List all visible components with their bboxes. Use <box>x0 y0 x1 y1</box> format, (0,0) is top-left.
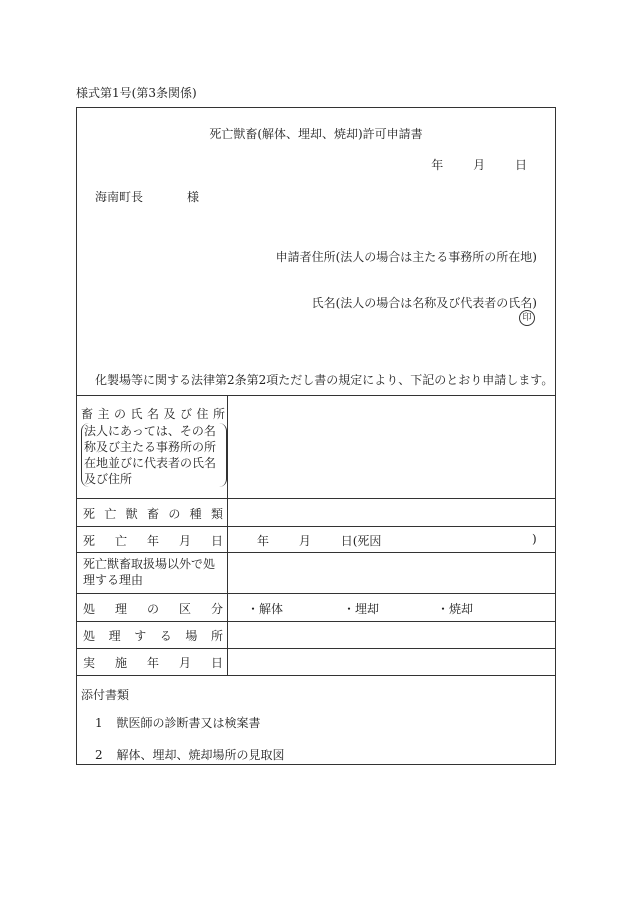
application-form <box>76 107 556 765</box>
death-year: 年 <box>257 534 270 548</box>
attachments-title: 添付書類 <box>81 688 130 702</box>
implementation-date-label: 実施年月日 <box>83 656 223 670</box>
date-day: 日 <box>514 158 527 172</box>
date-year: 年 <box>431 158 444 172</box>
category-label: 処理の区分 <box>83 602 223 616</box>
application-date <box>431 156 527 173</box>
date-month: 月 <box>473 158 486 172</box>
species-field[interactable] <box>228 499 556 526</box>
row-rule <box>77 526 555 527</box>
addressee-honorific: 様 <box>187 190 200 204</box>
row-rule <box>77 593 555 594</box>
applicant-address-label: 申請者住所(法人の場合は主たる事務所の所在地) <box>275 250 537 264</box>
seal-mark: 印 <box>519 310 535 326</box>
addressee-name: 海南町長 <box>95 190 144 204</box>
species-label: 死亡獣畜の種類 <box>83 507 223 521</box>
attachment-number: 1 <box>95 716 103 730</box>
row-rule <box>77 675 555 676</box>
place-field[interactable] <box>228 622 556 648</box>
death-day-cause: 日(死因 <box>340 534 382 548</box>
reason-field[interactable] <box>228 553 556 593</box>
owner-label: 畜主の氏名及び住所 <box>81 407 225 421</box>
application-statement: 化製場等に関する法律第2条第2項ただし書の規定により、下記のとおり申請します。 <box>95 373 554 387</box>
form-title: 死亡獣畜(解体、埋却、焼却)許可申請書 <box>209 127 423 141</box>
addressee <box>95 188 199 205</box>
applicant-name-label: 氏名(法人の場合は名称及び代表者の氏名) <box>311 296 537 310</box>
option-incineration[interactable]: ・焼却 <box>437 602 474 616</box>
attachment-item <box>95 746 284 763</box>
attachment-text: 解体、埋却、焼却場所の見取図 <box>116 748 285 762</box>
attachment-text: 獣医師の診断書又は検案書 <box>116 716 261 730</box>
death-date-value[interactable] <box>257 532 381 549</box>
attachment-number: 2 <box>95 748 103 762</box>
form-number-label: 様式第1号(第3条関係) <box>76 86 197 100</box>
owner-field[interactable] <box>228 396 556 498</box>
attachment-item <box>95 714 260 731</box>
owner-label-cell <box>81 406 225 487</box>
implementation-date-field[interactable] <box>228 649 556 675</box>
death-month: 月 <box>298 534 311 548</box>
reason-label: 死亡獣畜取扱場以外で処理する理由 <box>83 557 216 587</box>
place-label: 処理する場所 <box>83 629 223 643</box>
owner-note: 法人にあっては、その名称及び主たる事務所の所在地並びに代表者の氏名及び住所 <box>81 423 227 487</box>
option-dismantle[interactable]: ・解体 <box>247 602 284 616</box>
death-date-label: 死亡年月日 <box>83 534 223 548</box>
death-cause-close: ) <box>532 532 537 546</box>
option-burial[interactable]: ・埋却 <box>343 602 380 616</box>
